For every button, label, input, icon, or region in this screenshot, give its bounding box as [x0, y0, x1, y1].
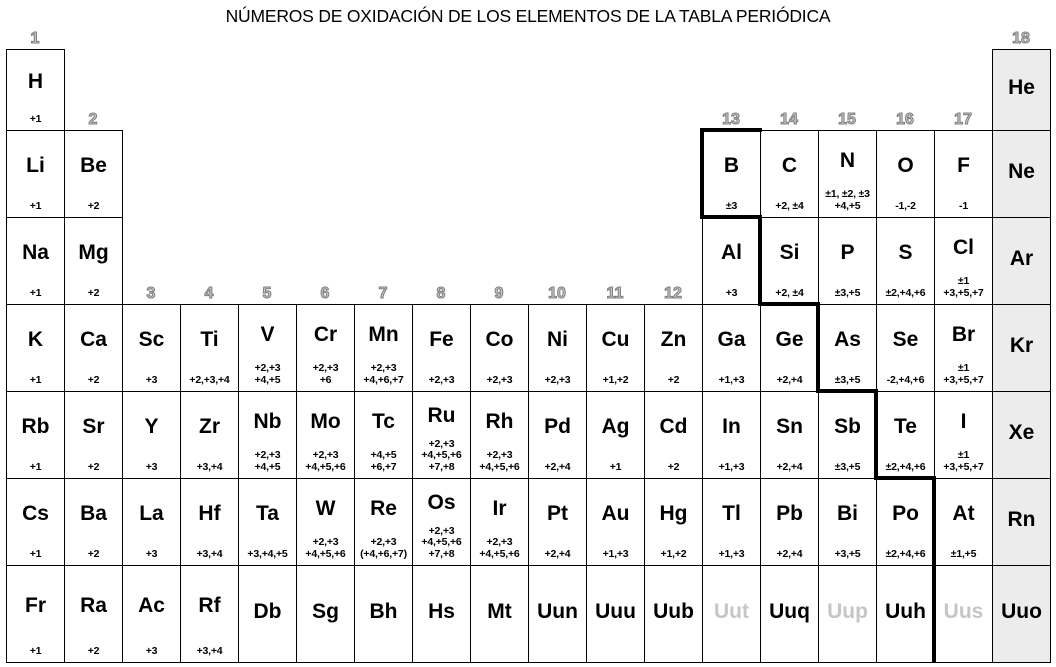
element-cell-tl: [702, 478, 761, 566]
element-symbol: Sc: [138, 328, 165, 352]
element-symbol: K: [27, 328, 44, 352]
element-cell-co: [470, 304, 529, 392]
element-symbol: Cl: [953, 235, 974, 259]
element-symbol: C: [781, 154, 798, 178]
element-cell-la: [122, 478, 181, 566]
oxidation-states: +2,+3: [486, 373, 513, 386]
element-cell-o: [876, 130, 935, 218]
element-cell-uub: [644, 565, 703, 663]
oxidation-states: [993, 657, 1050, 662]
element-cell-ar: [992, 217, 1051, 305]
element-cell-br: [934, 304, 993, 392]
element-cell-kr: [992, 304, 1051, 392]
element-cell-cs: [6, 478, 65, 566]
element-symbol: Tl: [722, 502, 741, 526]
group-3-header: 3: [146, 285, 156, 302]
element-symbol: Nb: [253, 409, 282, 433]
element-symbol: In: [722, 415, 741, 439]
oxidation-states: ±1, ±2, ±3 +4,+5: [825, 188, 870, 212]
element-symbol: Ba: [80, 502, 107, 526]
element-cell-uuu: [586, 565, 645, 663]
element-symbol: Uup: [827, 600, 868, 623]
oxidation-states: +2,+4: [776, 460, 803, 473]
element-symbol: Zr: [199, 415, 220, 439]
group-14-header: 14: [780, 111, 798, 128]
element-cell-re: [354, 478, 413, 566]
element-cell-ag: [586, 391, 645, 479]
oxidation-states: +3,+4: [196, 547, 223, 560]
element-symbol: Uuo: [1001, 600, 1042, 623]
oxidation-states: +3: [145, 644, 158, 657]
group-7-header: 7: [378, 285, 388, 302]
group-12-header: 12: [664, 285, 682, 302]
element-symbol: Si: [779, 241, 800, 265]
element-cell-mt: [470, 565, 529, 663]
element-cell-al: [702, 217, 761, 305]
element-cell-uut: [702, 565, 761, 663]
element-symbol: Ta: [256, 502, 279, 526]
oxidation-states: ±3,+5: [834, 373, 861, 386]
metalloid-staircase-line: [758, 302, 820, 306]
group-16-header: 16: [896, 111, 914, 128]
oxidation-states: ±2,+4,+6: [885, 547, 926, 560]
element-cell-p: [818, 217, 877, 305]
oxidation-states: ±2,+4,+6: [885, 286, 926, 299]
oxidation-states: +4,+5 +6,+7: [370, 449, 397, 473]
element-cell-sc: [122, 304, 181, 392]
metalloid-staircase-line: [700, 128, 704, 219]
element-cell-li: [6, 130, 65, 218]
element-cell-mo: [296, 391, 355, 479]
element-cell-cr: [296, 304, 355, 392]
element-symbol: Mg: [78, 241, 109, 265]
oxidation-states: ±1 +3,+5,+7: [943, 275, 984, 299]
element-cell-na: [6, 217, 65, 305]
oxidation-states: ±1 +3,+5,+7: [943, 449, 984, 473]
element-cell-tc: [354, 391, 413, 479]
metalloid-staircase-line: [932, 476, 936, 663]
element-symbol: P: [840, 241, 855, 265]
page-title: NÚMEROS DE OXIDACIÓN DE LOS ELEMENTOS DE LA TABLA PERIÓDICA: [225, 6, 831, 26]
element-cell-rb: [6, 391, 65, 479]
element-symbol: Sb: [834, 415, 861, 439]
element-symbol: Uuu: [595, 600, 636, 623]
element-symbol: Na: [22, 241, 49, 265]
element-cell-ca: [64, 304, 123, 392]
element-cell-ru: [412, 391, 471, 479]
oxidation-states: +1: [29, 460, 42, 473]
oxidation-states: +2,+4: [776, 373, 803, 386]
element-cell-zr: [180, 391, 239, 479]
element-cell-bh: [354, 565, 413, 663]
oxidation-states: +1: [609, 460, 622, 473]
group-13-header: 13: [722, 111, 740, 128]
oxidation-states: +2: [667, 460, 680, 473]
oxidation-states: +2,+3 +4,+5: [254, 362, 281, 386]
oxidation-states: [355, 657, 412, 662]
group-17-header: 17: [954, 111, 972, 128]
oxidation-states: +1: [29, 112, 42, 125]
oxidation-states: +2: [87, 199, 100, 212]
element-symbol: Al: [721, 241, 742, 265]
element-cell-zn: [644, 304, 703, 392]
element-symbol: Xe: [1008, 421, 1035, 444]
element-cell-f: [934, 130, 993, 218]
element-cell-ni: [528, 304, 587, 392]
element-symbol: Cr: [313, 322, 338, 346]
element-symbol: Uus: [943, 600, 984, 623]
element-symbol: Uut: [714, 600, 749, 623]
oxidation-states: +2: [87, 460, 100, 473]
group-1-header: 1: [30, 30, 40, 47]
oxidation-states: +2,+3 +6: [312, 362, 339, 386]
oxidation-states: -1,-2: [895, 199, 916, 212]
oxidation-states: [529, 657, 586, 662]
element-cell-hs: [412, 565, 471, 663]
oxidation-states: ±3,+5: [834, 460, 861, 473]
element-cell-c: [760, 130, 819, 218]
oxidation-states: [471, 657, 528, 662]
element-cell-au: [586, 478, 645, 566]
element-cell-uuo: [992, 565, 1051, 663]
oxidation-states: [703, 657, 760, 662]
group-2-header: 2: [88, 111, 98, 128]
element-symbol: Se: [892, 328, 919, 352]
element-symbol: Co: [485, 328, 514, 352]
element-cell-mg: [64, 217, 123, 305]
element-cell-at: [934, 478, 993, 566]
oxidation-states: +2,+3: [428, 373, 455, 386]
group-5-header: 5: [262, 285, 272, 302]
oxidation-states: +2, ±4: [775, 199, 804, 212]
element-symbol: B: [723, 154, 740, 178]
group-8-header: 8: [436, 285, 446, 302]
element-symbol: Uuh: [885, 600, 926, 623]
element-symbol: Rb: [21, 415, 50, 439]
element-cell-ti: [180, 304, 239, 392]
element-symbol: Ar: [1009, 247, 1034, 270]
element-cell-rn: [992, 478, 1051, 566]
element-cell-sb: [818, 391, 877, 479]
element-cell-n: [818, 130, 877, 218]
oxidation-states: +1: [29, 547, 42, 560]
oxidation-states: +2,+4: [544, 460, 571, 473]
element-cell-pd: [528, 391, 587, 479]
oxidation-states: [935, 657, 992, 662]
element-symbol: Ca: [80, 328, 107, 352]
element-cell-cl: [934, 217, 993, 305]
element-cell-uuh: [876, 565, 935, 663]
element-symbol: Uun: [537, 600, 578, 623]
element-cell-ta: [238, 478, 297, 566]
element-symbol: Po: [892, 502, 919, 526]
oxidation-states: +2,+4: [544, 547, 571, 560]
oxidation-states: +2: [667, 373, 680, 386]
oxidation-states: +2,+3 +4,+5: [254, 449, 281, 473]
element-cell-ga: [702, 304, 761, 392]
oxidation-states: +3,+4: [196, 460, 223, 473]
element-cell-y: [122, 391, 181, 479]
element-cell-uus: [934, 565, 993, 663]
oxidation-states: +1,+2: [660, 547, 687, 560]
element-symbol: Tc: [372, 409, 395, 433]
oxidation-states: +1,+3: [718, 547, 745, 560]
oxidation-states: ±3: [725, 199, 738, 212]
oxidation-states: +3,+5: [834, 547, 861, 560]
element-symbol: Ne: [1008, 160, 1035, 183]
metalloid-staircase-line: [816, 389, 878, 393]
element-cell-ba: [64, 478, 123, 566]
element-cell-uuq: [760, 565, 819, 663]
element-cell-cd: [644, 391, 703, 479]
oxidation-states: +1: [29, 199, 42, 212]
group-4-header: 4: [204, 285, 214, 302]
element-cell-be: [64, 130, 123, 218]
group-10-header: 10: [548, 285, 566, 302]
element-symbol: Ga: [717, 328, 746, 352]
element-symbol: Uuq: [769, 600, 810, 623]
element-cell-b: [702, 130, 761, 218]
element-symbol: Ni: [547, 328, 568, 352]
group-9-header: 9: [494, 285, 504, 302]
element-cell-i: [934, 391, 993, 479]
element-cell-bi: [818, 478, 877, 566]
element-cell-sg: [296, 565, 355, 663]
element-symbol: Ac: [138, 594, 165, 618]
element-cell-v: [238, 304, 297, 392]
element-cell-se: [876, 304, 935, 392]
element-cell-sn: [760, 391, 819, 479]
element-cell-ir: [470, 478, 529, 566]
oxidation-states: +3: [145, 373, 158, 386]
element-symbol: F: [957, 154, 970, 178]
oxidation-states: +2: [87, 644, 100, 657]
element-symbol: Ra: [80, 594, 107, 618]
oxidation-states: +2,+3 +4,+5,+6: [479, 536, 520, 560]
element-cell-db: [238, 565, 297, 663]
oxidation-states: +2,+4: [776, 547, 803, 560]
oxidation-states: +3: [145, 547, 158, 560]
element-cell-mn: [354, 304, 413, 392]
element-symbol: Mo: [310, 409, 341, 433]
oxidation-states: [877, 657, 934, 662]
oxidation-states: -1: [959, 199, 968, 212]
element-symbol: V: [260, 322, 275, 346]
element-cell-uup: [818, 565, 877, 663]
element-cell-s: [876, 217, 935, 305]
oxidation-states: +2,+3,+4: [189, 373, 230, 386]
element-symbol: At: [952, 502, 975, 526]
element-cell-sr: [64, 391, 123, 479]
element-symbol: Re: [370, 496, 397, 520]
oxidation-states: +2,+3 +4,+5,+6: [305, 536, 346, 560]
element-symbol: N: [839, 148, 856, 172]
oxidation-states: +2,+3 +4,+5,+6: [305, 449, 346, 473]
element-cell-ra: [64, 565, 123, 663]
oxidation-states: [413, 657, 470, 662]
element-cell-ac: [122, 565, 181, 663]
metalloid-staircase-line: [874, 389, 878, 480]
element-symbol: W: [315, 496, 336, 520]
element-symbol: Rf: [198, 594, 221, 618]
oxidation-states: ±1 +3,+5,+7: [943, 362, 984, 386]
element-cell-hf: [180, 478, 239, 566]
oxidation-states: [645, 657, 702, 662]
oxidation-states: ±1,+5: [950, 547, 977, 560]
element-cell-xe: [992, 391, 1051, 479]
element-symbol: Fe: [429, 328, 454, 352]
oxidation-states: +1,+3: [718, 373, 745, 386]
element-symbol: Pb: [776, 502, 803, 526]
element-cell-rh: [470, 391, 529, 479]
element-symbol: Mt: [487, 600, 512, 623]
element-cell-si: [760, 217, 819, 305]
oxidation-states: +3: [145, 460, 158, 473]
oxidation-states: +1,+3: [718, 460, 745, 473]
element-symbol: Kr: [1009, 334, 1034, 357]
element-symbol: Bh: [369, 600, 398, 623]
oxidation-states: +3,+4: [196, 644, 223, 657]
element-symbol: Y: [144, 415, 159, 439]
element-cell-os: [412, 478, 471, 566]
element-symbol: Os: [427, 490, 456, 514]
element-cell-nb: [238, 391, 297, 479]
element-cell-po: [876, 478, 935, 566]
group-15-header: 15: [838, 111, 856, 128]
element-symbol: Te: [894, 415, 917, 439]
element-symbol: Be: [80, 154, 107, 178]
element-symbol: Pt: [547, 502, 568, 526]
element-symbol: I: [960, 409, 967, 433]
metalloid-staircase-line: [816, 302, 820, 393]
element-cell-he: [992, 49, 1051, 131]
element-symbol: Ti: [200, 328, 219, 352]
element-symbol: Pd: [544, 415, 571, 439]
element-symbol: La: [139, 502, 164, 526]
oxidation-states: [819, 657, 876, 662]
metalloid-staircase-line: [758, 215, 762, 306]
element-cell-uun: [528, 565, 587, 663]
element-symbol: Hg: [659, 502, 688, 526]
oxidation-states: +1: [29, 644, 42, 657]
element-symbol: Cu: [601, 328, 630, 352]
element-cell-te: [876, 391, 935, 479]
element-cell-hg: [644, 478, 703, 566]
oxidation-states: +2: [87, 373, 100, 386]
element-symbol: Rh: [485, 409, 514, 433]
element-cell-k: [6, 304, 65, 392]
element-symbol: He: [1008, 76, 1035, 99]
oxidation-states: +2: [87, 547, 100, 560]
element-symbol: Sg: [312, 600, 339, 623]
oxidation-states: +1: [29, 373, 42, 386]
oxidation-states: +3,+4,+5: [247, 547, 288, 560]
element-symbol: Fr: [25, 594, 46, 618]
element-cell-h: [6, 49, 65, 131]
group-6-header: 6: [320, 285, 330, 302]
element-cell-rf: [180, 565, 239, 663]
element-symbol: Ag: [601, 415, 630, 439]
periodic-table: [6, 30, 1051, 663]
oxidation-states: +2,+3 +4,+6,+7: [363, 362, 404, 386]
oxidation-states: +3: [725, 286, 738, 299]
metalloid-staircase-line: [700, 215, 762, 219]
element-cell-as: [818, 304, 877, 392]
element-cell-pt: [528, 478, 587, 566]
metalloid-staircase-line: [700, 128, 762, 132]
oxidation-states: +2: [87, 286, 100, 299]
oxidation-states: +2,+3 +4,+5,+6 +7,+8: [421, 437, 462, 473]
element-symbol: Sn: [776, 415, 803, 439]
group-18-header: 18: [1012, 30, 1030, 47]
element-symbol: Ru: [427, 403, 456, 427]
element-cell-cu: [586, 304, 645, 392]
element-symbol: Ge: [775, 328, 804, 352]
oxidation-states: +1,+2: [602, 373, 629, 386]
element-symbol: Li: [26, 154, 45, 178]
element-symbol: Ir: [492, 496, 507, 520]
element-symbol: Au: [601, 502, 630, 526]
element-symbol: Hf: [198, 502, 221, 526]
oxidation-states: [761, 657, 818, 662]
element-symbol: As: [834, 328, 861, 352]
element-cell-ne: [992, 130, 1051, 218]
element-cell-in: [702, 391, 761, 479]
element-cell-fr: [6, 565, 65, 663]
oxidation-states: [297, 657, 354, 662]
oxidation-states: +2,+3: [544, 373, 571, 386]
oxidation-states: [239, 657, 296, 662]
element-symbol: Cs: [22, 502, 49, 526]
oxidation-states: +2,+3 +4,+5,+6 +7,+8: [421, 524, 462, 560]
oxidation-states: -2,+4,+6: [886, 373, 925, 386]
element-symbol: Uub: [653, 600, 694, 623]
element-cell-fe: [412, 304, 471, 392]
oxidation-states: +1,+3: [602, 547, 629, 560]
element-cell-ge: [760, 304, 819, 392]
element-symbol: Zn: [660, 328, 687, 352]
element-cell-w: [296, 478, 355, 566]
element-symbol: Cd: [659, 415, 688, 439]
element-cell-pb: [760, 478, 819, 566]
element-symbol: O: [897, 154, 914, 178]
element-symbol: Br: [951, 322, 976, 346]
oxidation-states: ±2,+4,+6: [885, 460, 926, 473]
oxidation-states: +2,+3 (+4,+6,+7): [360, 536, 407, 560]
element-symbol: Rn: [1007, 508, 1036, 531]
element-symbol: Mn: [368, 322, 399, 346]
group-11-header: 11: [606, 285, 624, 302]
element-symbol: Sr: [82, 415, 105, 439]
oxidation-states: +1: [29, 286, 42, 299]
oxidation-states: +2, ±4: [775, 286, 804, 299]
element-symbol: Hs: [428, 600, 455, 623]
element-symbol: Db: [253, 600, 282, 623]
oxidation-states: [587, 657, 644, 662]
metalloid-staircase-line: [874, 476, 936, 480]
element-symbol: Bi: [837, 502, 858, 526]
element-symbol: S: [898, 241, 913, 265]
element-symbol: H: [27, 70, 44, 94]
oxidation-states: ±3,+5: [834, 286, 861, 299]
oxidation-states: +2,+3 +4,+5,+6: [479, 449, 520, 473]
